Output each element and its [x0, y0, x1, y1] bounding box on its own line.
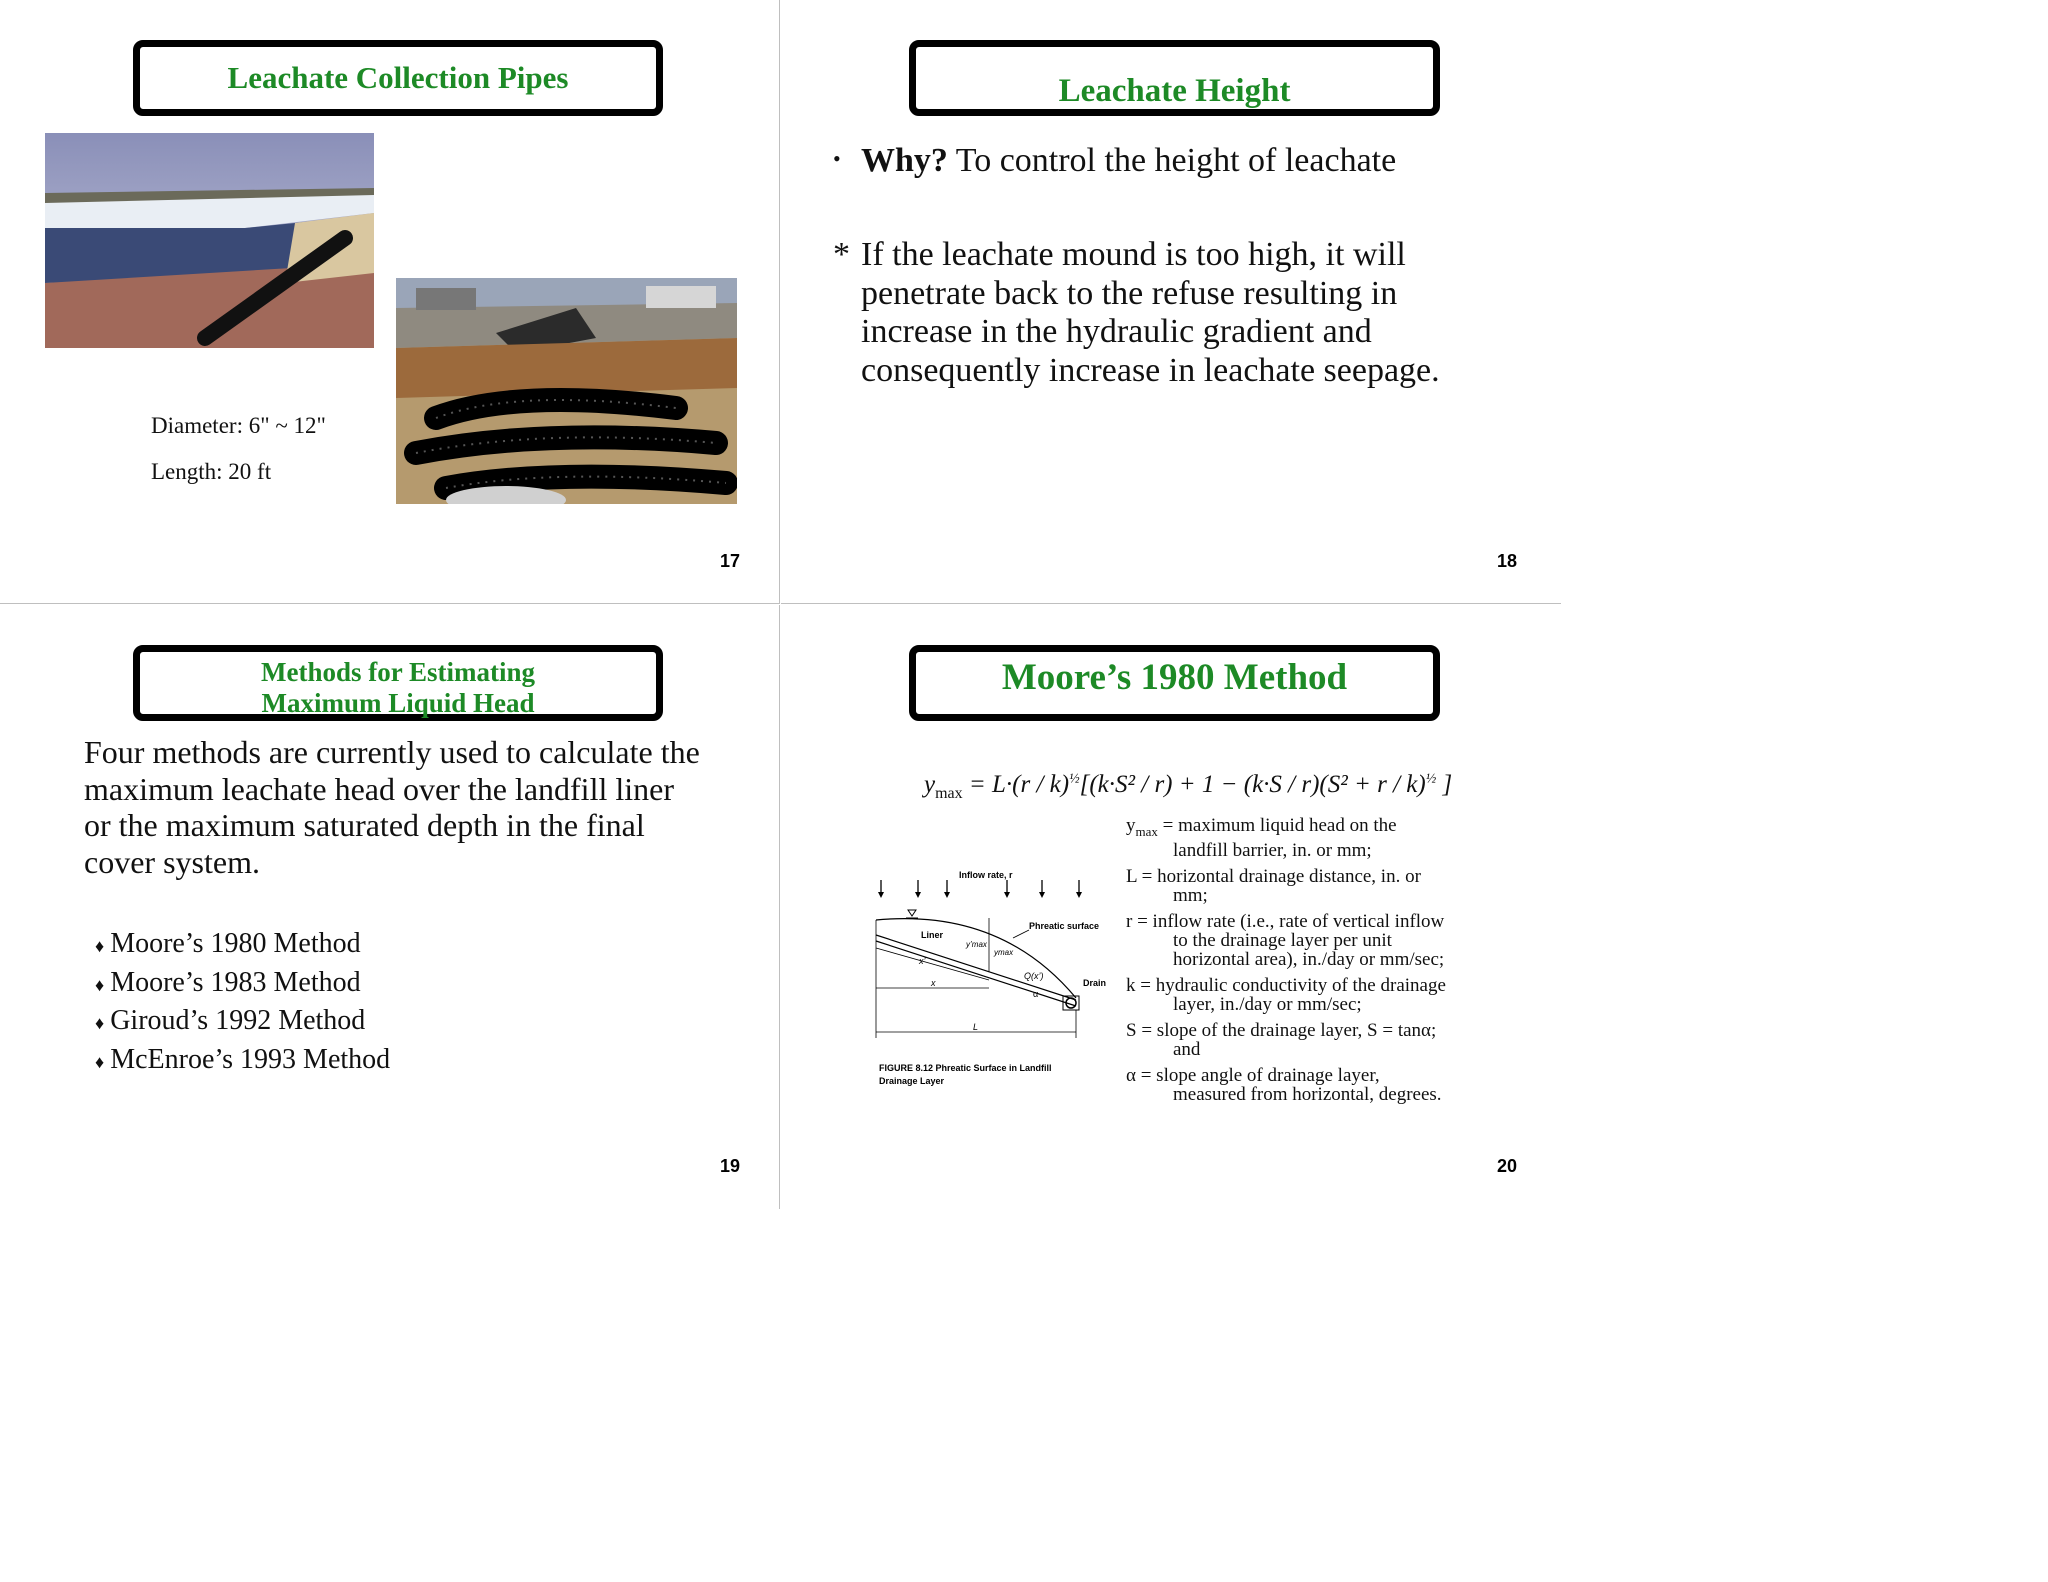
list-item: ♦ Moore’s 1980 Method	[95, 928, 361, 959]
l-label: L	[973, 1022, 979, 1032]
slide-19	[0, 605, 780, 1209]
page-number: 18	[1497, 551, 1518, 571]
diamond-bullet-icon: ♦	[95, 1051, 105, 1072]
list-item: ♦ Giroud’s 1992 Method	[95, 1005, 366, 1036]
slide-title-text: Leachate Height	[1058, 73, 1291, 109]
x-label: x	[931, 978, 936, 988]
definition-r: r = inflow rate (i.e., rate of vertical inflow to the drainage layer per unit horizontal area), in./day or mm/sec;	[1126, 910, 1445, 970]
note-line: increase in the hydraulic gradient and	[861, 313, 1372, 350]
intro-line: cover system.	[84, 843, 260, 880]
slide-title	[133, 645, 663, 721]
definition-alpha: α = slope angle of drainage layer, measured from horizontal, degrees.	[1126, 1064, 1442, 1105]
q-label: Q(x’)	[1024, 971, 1044, 981]
figure-caption: FIGURE 8.12 Phreatic Surface in Landfill	[879, 1063, 1052, 1073]
list-item: ♦ Moore’s 1983 Method	[95, 966, 361, 998]
slide-title-line: Methods for Estimating	[261, 657, 535, 687]
note-line: penetrate back to the refuse resulting in	[861, 274, 1398, 312]
definition-s: S = slope of the drainage layer, S = tanα; and	[1126, 1019, 1437, 1060]
slide-title	[909, 645, 1440, 721]
methods-list	[95, 926, 390, 1080]
page-number: 19	[720, 1156, 741, 1176]
figure-caption-line-2: Drainage Layer	[879, 1076, 945, 1086]
slide-18	[781, 0, 1561, 604]
phreatic-surface-label: Phreatic surface	[1029, 921, 1100, 931]
inflow-arrows	[881, 880, 1079, 894]
slide-17	[0, 0, 780, 604]
note-paragraph	[861, 236, 1440, 390]
intro-paragraph	[84, 734, 700, 880]
note-marker: *	[833, 236, 850, 273]
slide-title-line: Maximum Liquid Head	[261, 688, 535, 718]
slide-title-text: Moore’s 1980 Method	[1001, 657, 1348, 698]
variable-definitions	[1126, 816, 1446, 1111]
intro-line: or the maximum saturated depth in the final	[84, 807, 645, 843]
alpha-label: α	[1033, 989, 1039, 999]
note-line: If the leachate mound is too high, it will	[861, 236, 1406, 273]
diamond-bullet-icon: ♦	[95, 974, 105, 995]
x-prime-label: x’	[919, 956, 926, 966]
phreatic-surface-diagram	[871, 860, 1111, 1095]
definition-l: L = horizontal drainage distance, in. or mm;	[1126, 865, 1421, 906]
bullet-marker: •	[833, 146, 841, 171]
page-number: 20	[1497, 1156, 1518, 1176]
drain-label: Drain	[1083, 978, 1107, 988]
slide-title-text: Leachate Collection Pipes	[227, 60, 569, 95]
liner-label: Liner	[921, 930, 944, 940]
corrugated-pipes-photo	[396, 278, 737, 504]
diamond-bullet-icon: ♦	[95, 1013, 105, 1033]
why-label: Why?	[861, 142, 948, 179]
length-caption: Length: 20 ft	[151, 459, 272, 484]
definition-k: k = hydraulic conductivity of the drainage layer, in./day or mm/sec;	[1126, 974, 1446, 1015]
why-text: To control the height of leachate	[947, 142, 1397, 179]
list-item: ♦ McEnroe’s 1993 Method	[95, 1043, 391, 1075]
intro-line: Four methods are currently used to calculate the	[84, 734, 700, 770]
definition-ymax: $y_{max}$ = maximum liquid head on the landfill barrier, in. or mm;	[1126, 815, 1397, 861]
slide-title	[133, 40, 663, 116]
page-number: 17	[720, 551, 741, 571]
slide-20	[781, 605, 1561, 1209]
ymax-label: ymax	[994, 948, 1014, 957]
liner-pipe-photo	[45, 133, 374, 348]
note-line: consequently increase in leachate seepage.	[861, 351, 1440, 389]
why-statement	[861, 142, 1396, 180]
slide-title	[909, 40, 1440, 116]
intro-line: maximum leachate head over the landfill liner	[84, 770, 674, 807]
ymax-prime-label: y’max	[966, 940, 987, 949]
inflow-rate-label: Inflow rate, r	[959, 870, 1013, 880]
diameter-caption: Diameter: 6" ~ 12"	[151, 413, 326, 438]
diamond-bullet-icon: ♦	[95, 936, 105, 956]
ymax-equation: $y_{max} = L\cdot(r / k)^{\frac{1}{2}}[(k\cdot S^2 / r) + 1 - (k\cdot S / r)(S^2 + r / k)^{\frac{1}{2}}$ ]	[924, 771, 1453, 802]
